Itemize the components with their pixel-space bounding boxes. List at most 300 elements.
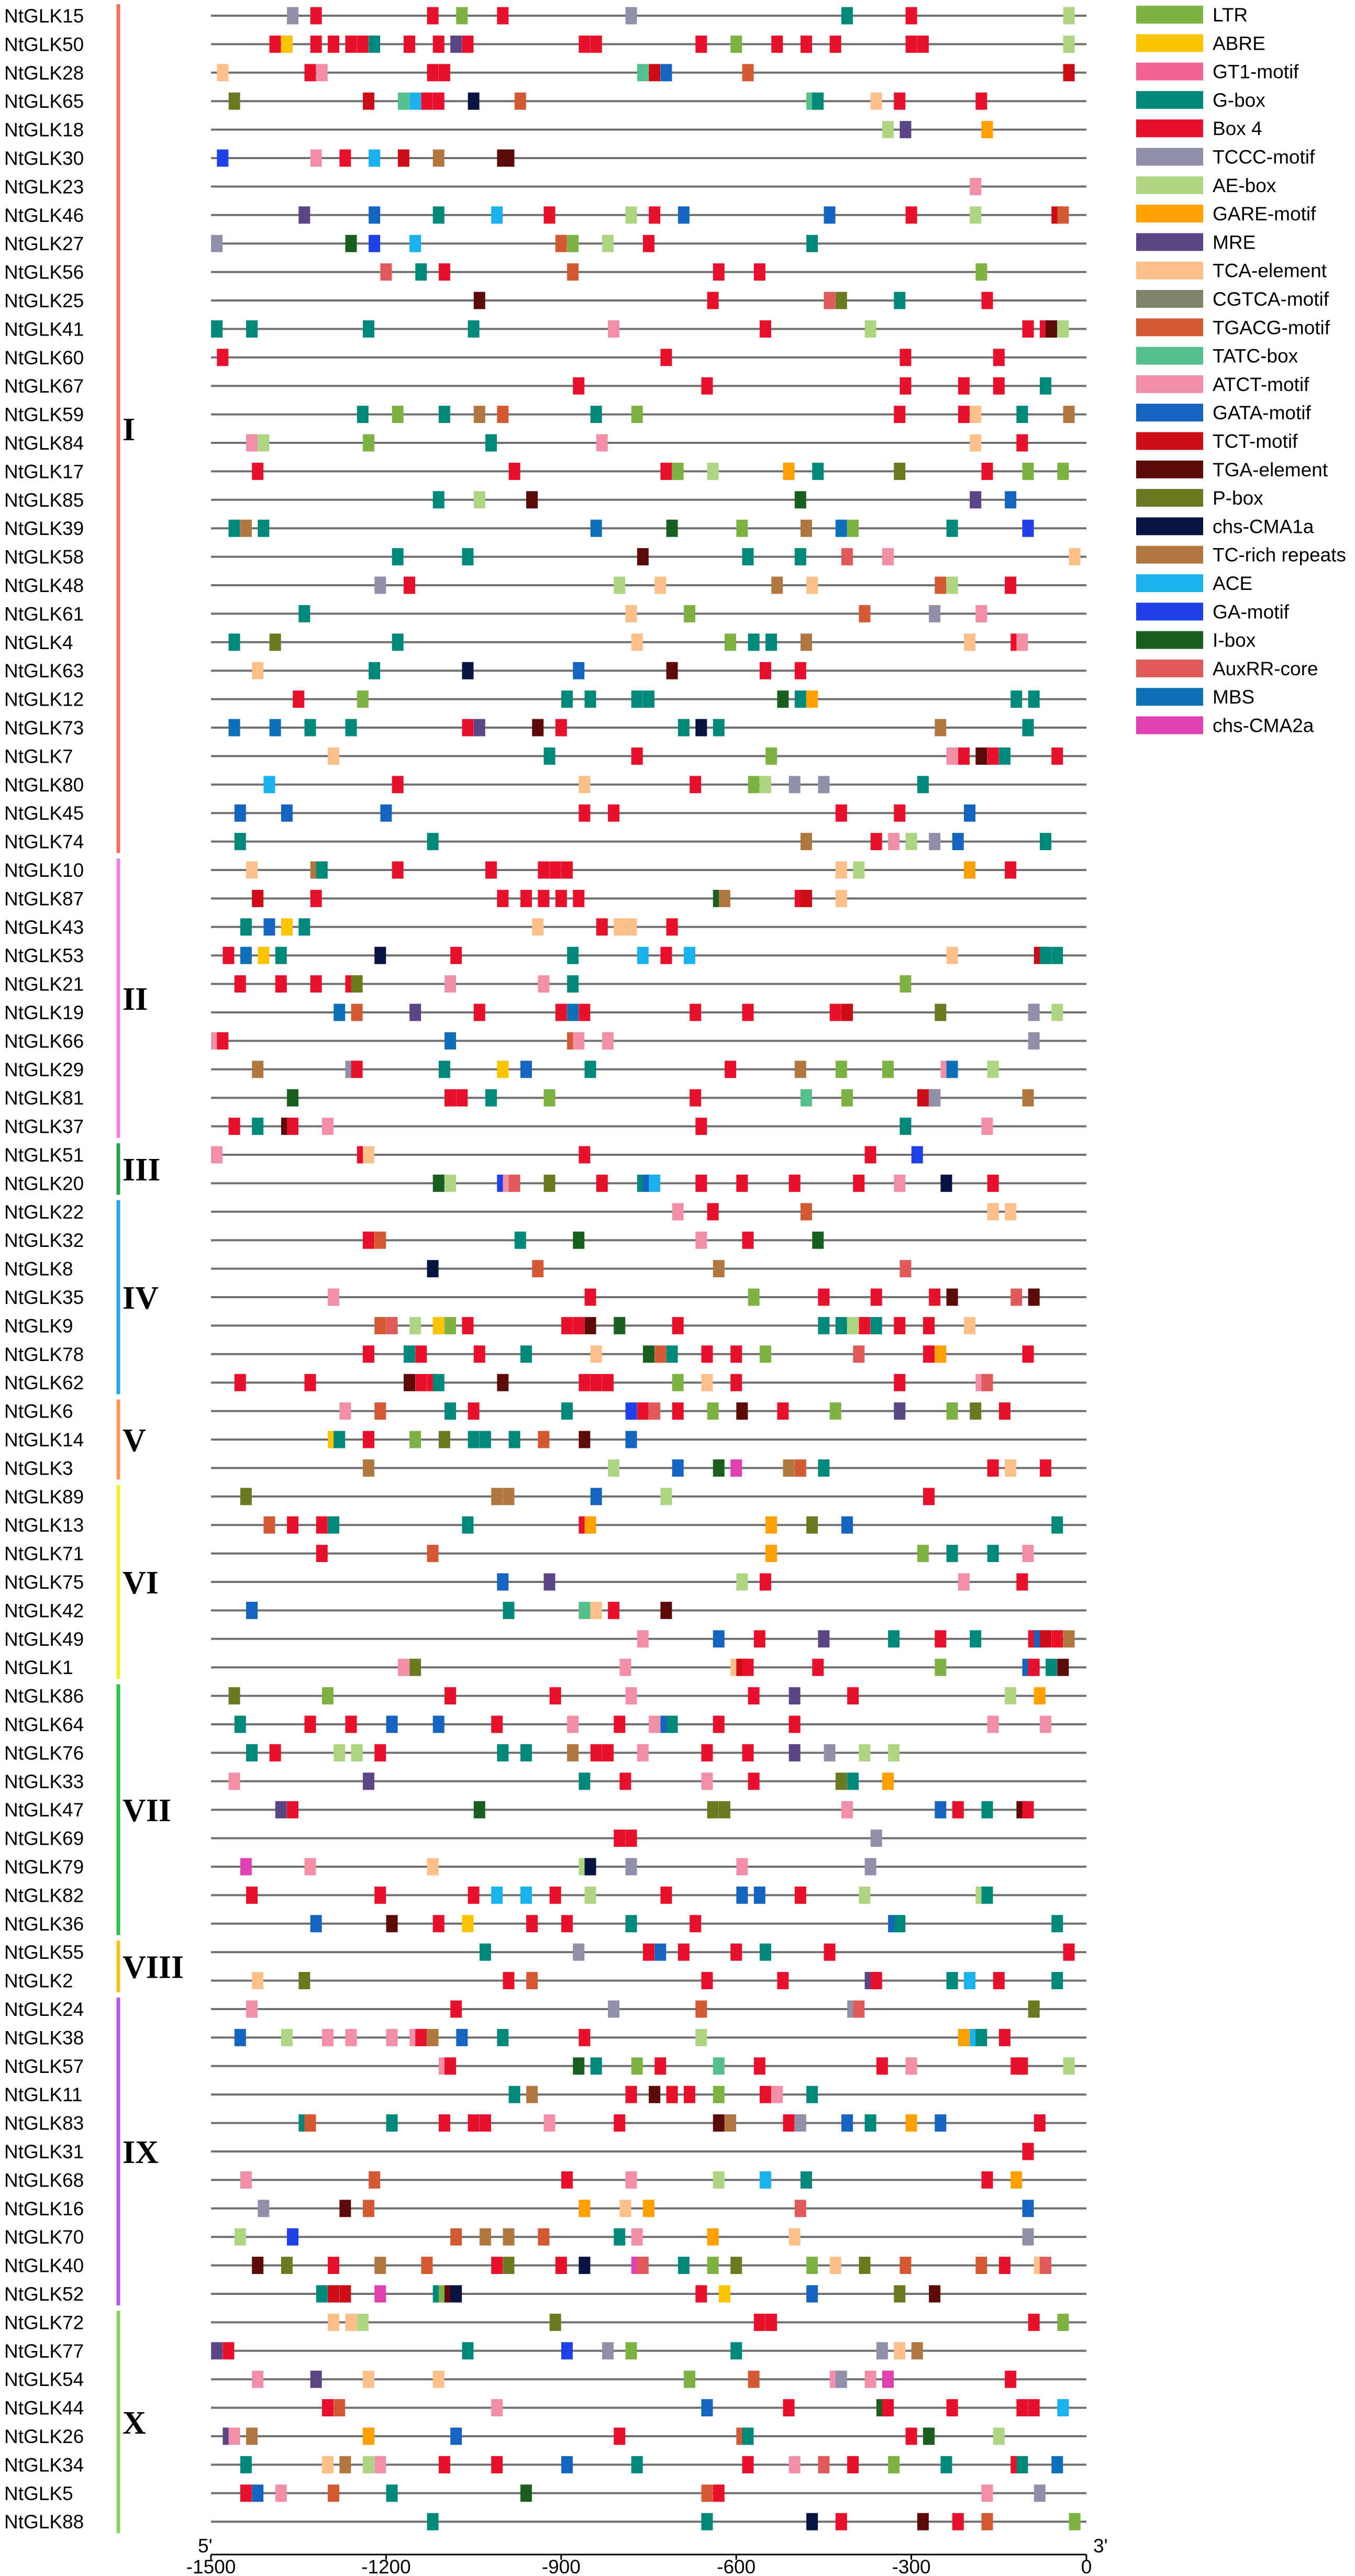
motif-box <box>654 1944 666 1961</box>
motif-box <box>935 577 946 594</box>
motif-box <box>690 1089 701 1107</box>
gene-row <box>4 1856 1086 1878</box>
motif-box <box>660 947 672 964</box>
motif-box <box>789 2228 801 2246</box>
motif-box <box>795 2114 806 2132</box>
legend-item <box>1136 118 1262 139</box>
motif-box <box>503 1972 514 1989</box>
motif-box <box>556 235 567 252</box>
motif-box <box>614 2114 625 2132</box>
motif-box <box>987 1716 999 1733</box>
motif-box <box>585 1516 596 1534</box>
gene-label: NtGLK37 <box>4 1116 84 1138</box>
gene-row <box>4 347 1086 369</box>
group-label: II <box>123 981 148 1017</box>
motif-box <box>287 2228 298 2246</box>
motif-box <box>806 2257 818 2274</box>
legend-swatch <box>1136 517 1203 535</box>
motif-box <box>491 1887 503 1904</box>
motif-box <box>690 776 701 793</box>
motif-box <box>339 1402 351 1420</box>
motif-box <box>591 1744 602 1761</box>
motif-box <box>485 862 497 879</box>
motif-box <box>392 862 404 879</box>
motif-box <box>999 1402 1010 1420</box>
motif-box <box>561 2342 573 2359</box>
motif-box <box>1063 2057 1075 2075</box>
motif-box <box>328 36 339 53</box>
motif-box <box>649 206 660 224</box>
motif-box <box>707 1402 719 1420</box>
motif-box <box>672 1203 684 1220</box>
legend-swatch <box>1136 148 1203 166</box>
motif-box <box>614 2428 625 2445</box>
legend-label: TC-rich repeats <box>1213 544 1346 566</box>
five-prime-label: 5' <box>198 2535 213 2557</box>
gene-row <box>4 575 1086 596</box>
motif-box <box>211 1146 223 1164</box>
motif-box <box>899 1118 911 1135</box>
motif-box <box>736 520 748 537</box>
motif-box <box>947 947 958 964</box>
motif-box <box>987 1175 999 1192</box>
motif-box <box>730 1944 742 1961</box>
motif-box <box>982 1887 993 1904</box>
motif-box <box>783 2399 795 2416</box>
motif-box <box>649 64 660 81</box>
three-prime-label: 3' <box>1093 2535 1108 2557</box>
motif-box <box>626 1830 637 1847</box>
gene-row <box>4 1714 1086 1735</box>
motif-box <box>836 1772 847 1790</box>
gene-label: NtGLK88 <box>4 2511 84 2533</box>
gene-label: NtGLK31 <box>4 2141 84 2162</box>
motif-box <box>841 1516 853 1534</box>
motif-box <box>556 2257 567 2274</box>
legend-label: GATA-motif <box>1213 402 1311 424</box>
motif-box <box>777 1972 788 1989</box>
motif-box <box>229 633 240 651</box>
motif-box <box>736 1402 748 1420</box>
motif-box <box>987 1459 999 1477</box>
motif-box <box>579 1374 590 1391</box>
motif-box <box>1034 2484 1046 2502</box>
legend-item <box>1136 317 1330 338</box>
motif-box <box>579 1772 590 1790</box>
gene-label: NtGLK78 <box>4 1343 84 1365</box>
motif-box <box>865 1858 876 1876</box>
motif-box <box>888 2456 899 2473</box>
gene-row <box>4 717 1086 739</box>
motif-box <box>806 2513 818 2530</box>
gene-row <box>4 974 1086 995</box>
gene-label: NtGLK28 <box>4 62 84 84</box>
motif-box <box>579 1602 590 1619</box>
legend-item <box>1136 90 1265 111</box>
motif-box <box>643 235 654 252</box>
motif-box <box>591 2057 602 2075</box>
motif-box <box>824 1744 836 1761</box>
motif-box <box>439 2114 450 2132</box>
motif-box <box>906 7 917 25</box>
motif-box <box>357 406 369 423</box>
motif-box <box>433 36 445 53</box>
motif-box <box>847 2456 859 2473</box>
gene-label: NtGLK60 <box>4 347 84 369</box>
motif-box <box>211 235 223 252</box>
legend-label: MBS <box>1213 686 1255 708</box>
motif-box <box>585 1289 596 1306</box>
gene-row <box>4 2483 1086 2504</box>
motif-box <box>742 548 753 565</box>
motif-box <box>1040 833 1051 850</box>
motif-box <box>649 1175 660 1192</box>
gene-label: NtGLK57 <box>4 2055 84 2077</box>
legend-swatch <box>1136 347 1203 365</box>
motif-box <box>468 1887 480 1904</box>
motif-box <box>660 349 672 366</box>
gene-row <box>4 1002 1086 1023</box>
group-label: X <box>123 2405 146 2441</box>
motif-box <box>654 2057 666 2075</box>
motif-box <box>824 292 836 309</box>
motif-box <box>754 1887 765 1904</box>
motif-box <box>591 36 602 53</box>
gene-row <box>4 2511 1086 2533</box>
gene-row <box>4 62 1086 84</box>
motif-box <box>561 690 573 708</box>
motif-box <box>649 2086 660 2103</box>
motif-box <box>940 1175 952 1192</box>
motif-box <box>999 2257 1010 2274</box>
motif-box <box>346 235 357 252</box>
motif-box <box>947 1061 958 1078</box>
motif-box <box>695 1118 707 1135</box>
motif-box <box>363 1459 374 1477</box>
motif-box <box>235 2029 246 2046</box>
motif-box <box>1051 748 1063 765</box>
motif-box <box>503 2257 514 2274</box>
motif-box <box>614 1716 625 1733</box>
motif-box <box>836 805 847 822</box>
motif-box <box>847 520 859 537</box>
motif-box <box>439 263 450 281</box>
motif-box <box>322 2029 334 2046</box>
legend-item <box>1136 431 1298 452</box>
motif-box <box>281 918 293 935</box>
motif-box <box>386 1317 398 1334</box>
motif-box <box>1005 2371 1016 2388</box>
motif-box <box>695 719 707 737</box>
gene-label: NtGLK38 <box>4 2027 84 2049</box>
motif-box <box>631 2057 643 2075</box>
gene-label: NtGLK47 <box>4 1799 84 1821</box>
motif-box <box>707 1801 719 1819</box>
gene-label: NtGLK12 <box>4 688 84 710</box>
motif-box <box>771 36 783 53</box>
motif-box <box>374 1887 386 1904</box>
motif-box <box>585 1061 596 1078</box>
motif-box <box>1051 2456 1063 2473</box>
motif-box <box>450 2228 462 2246</box>
motif-box <box>795 548 806 565</box>
motif-box <box>982 2171 993 2189</box>
motif-box <box>585 1858 596 1876</box>
motif-box <box>760 2171 771 2189</box>
motif-box <box>252 890 263 907</box>
motif-box <box>1051 1972 1063 1989</box>
motif-box <box>958 748 970 765</box>
motif-box <box>859 605 870 622</box>
motif-box <box>445 1175 456 1192</box>
motif-box <box>415 2029 427 2046</box>
motif-box <box>608 805 619 822</box>
gene-row <box>4 1457 1086 1479</box>
motif-box <box>818 1317 829 1334</box>
gene-label: NtGLK42 <box>4 1600 84 1622</box>
gene-row <box>4 34 1086 55</box>
motif-box <box>585 1317 596 1334</box>
motif-box <box>789 776 801 793</box>
motif-box <box>421 2257 432 2274</box>
motif-box <box>235 1716 246 1733</box>
legend-label: TGACG-motif <box>1213 317 1330 339</box>
motif-box <box>637 64 649 81</box>
gene-row <box>4 2283 1086 2305</box>
motif-box <box>240 947 252 964</box>
motif-box <box>404 1345 415 1363</box>
motif-box <box>316 1545 328 1562</box>
motif-box <box>899 975 911 993</box>
motif-box <box>392 633 404 651</box>
motif-box <box>730 1345 742 1363</box>
motif-box <box>223 947 234 964</box>
motif-box <box>818 1459 829 1477</box>
motif-box <box>626 1402 637 1420</box>
motif-box <box>795 690 806 708</box>
motif-box <box>765 1516 777 1534</box>
motif-box <box>812 93 824 110</box>
motif-box <box>707 1203 719 1220</box>
motif-box <box>567 1004 579 1021</box>
motif-box <box>619 1659 631 1676</box>
motif-box <box>462 662 473 679</box>
motif-box <box>561 1402 573 1420</box>
motif-box <box>520 1061 532 1078</box>
motif-box <box>520 2484 532 2502</box>
motif-box <box>684 2086 695 2103</box>
motif-box <box>871 1317 882 1334</box>
motif-box <box>894 1374 905 1391</box>
motif-box <box>795 662 806 679</box>
motif-box <box>894 2342 905 2359</box>
motif-box <box>789 1744 801 1761</box>
gene-label: NtGLK17 <box>4 461 84 483</box>
motif-box <box>298 1972 310 1989</box>
motif-box <box>1028 1032 1040 1050</box>
motif-box <box>626 1858 637 1876</box>
legend-swatch <box>1136 546 1203 564</box>
motif-box <box>1005 577 1016 594</box>
motif-box <box>899 121 911 138</box>
motif-box <box>719 890 730 907</box>
gene-row <box>4 1771 1086 1792</box>
motif-box <box>369 662 380 679</box>
motif-box <box>374 1744 386 1761</box>
motif-box <box>841 1089 853 1107</box>
motif-box <box>982 2513 993 2530</box>
motif-box <box>415 263 427 281</box>
gene-label: NtGLK68 <box>4 2169 84 2191</box>
motif-box <box>287 1118 298 1135</box>
motif-box <box>363 2371 374 2388</box>
motif-box <box>836 2371 847 2388</box>
gene-row <box>4 1230 1086 1251</box>
motif-box <box>1051 1915 1063 1932</box>
motif-box <box>795 2200 806 2217</box>
motif-box <box>556 1004 567 1021</box>
motif-box <box>322 2456 334 2473</box>
motif-box <box>678 2257 690 2274</box>
motif-box <box>427 1545 439 1562</box>
motif-box <box>789 1716 801 1733</box>
motif-box <box>579 2200 590 2217</box>
motif-box <box>433 1716 445 1733</box>
motif-box <box>450 2285 462 2303</box>
motif-box <box>1005 862 1016 879</box>
motif-box <box>409 1004 421 1021</box>
axis-tick-label: -600 <box>717 2556 756 2576</box>
motif-box <box>374 2285 386 2303</box>
motif-box <box>380 263 392 281</box>
gene-row <box>4 888 1086 909</box>
axis-tick-label: -1200 <box>361 2556 411 2576</box>
motif-box <box>1023 719 1034 737</box>
motif-box <box>812 1232 824 1249</box>
motif-box <box>421 93 432 110</box>
motif-box <box>427 2513 439 2530</box>
motif-box <box>468 2114 480 2132</box>
motif-box <box>742 2456 753 2473</box>
legend-swatch <box>1136 432 1203 450</box>
motif-box <box>637 548 649 565</box>
motif-box <box>725 1061 736 1078</box>
motif-box <box>801 890 812 907</box>
motif-box <box>374 1232 386 1249</box>
motif-box <box>678 719 690 737</box>
motif-box <box>801 833 812 850</box>
motif-box <box>1057 463 1069 480</box>
motif-box <box>1023 1545 1034 1562</box>
motif-box <box>229 93 240 110</box>
motif-box <box>637 1744 649 1761</box>
motif-box <box>713 2057 725 2075</box>
motif-box <box>346 719 357 737</box>
motif-box <box>398 150 409 167</box>
motif-box <box>947 1289 958 1306</box>
motif-box <box>760 1345 771 1363</box>
legend-item <box>1136 516 1314 537</box>
motif-box <box>736 1887 748 1904</box>
motif-box <box>491 1488 503 1505</box>
motif-box <box>550 2314 561 2331</box>
gene-label: NtGLK85 <box>4 489 84 511</box>
motif-box <box>462 1317 473 1334</box>
legend-swatch <box>1136 603 1203 620</box>
motif-box <box>684 605 695 622</box>
motif-box <box>631 2228 643 2246</box>
motif-box <box>672 463 684 480</box>
motif-box <box>970 206 981 224</box>
motif-box <box>935 1630 946 1647</box>
motif-box <box>596 918 608 935</box>
motif-box <box>363 1146 374 1164</box>
motif-box <box>363 93 374 110</box>
motif-box <box>876 2342 888 2359</box>
gene-label: NtGLK13 <box>4 1514 84 1536</box>
motif-box <box>1028 1659 1040 1676</box>
motif-box <box>427 1260 439 1277</box>
legend-label: GA-motif <box>1213 601 1289 623</box>
motif-box <box>836 1061 847 1078</box>
motif-box <box>433 150 445 167</box>
motif-box <box>654 1345 666 1363</box>
motif-box <box>824 206 836 224</box>
gene-row <box>4 318 1086 340</box>
gene-row <box>4 1173 1086 1194</box>
motif-box <box>334 1744 345 1761</box>
motif-box <box>947 2399 958 2416</box>
motif-box <box>906 2057 917 2075</box>
motif-box <box>982 1801 993 1819</box>
motif-box <box>614 577 625 594</box>
motif-box <box>369 36 380 53</box>
motif-box <box>573 662 584 679</box>
legend-item <box>1136 288 1329 310</box>
motif-box <box>975 748 987 765</box>
motif-box <box>573 1317 584 1334</box>
motif-box <box>894 2285 905 2303</box>
motif-box <box>713 1260 725 1277</box>
gene-row <box>4 461 1086 482</box>
motif-box <box>882 548 894 565</box>
gene-row <box>4 2226 1086 2248</box>
motif-box <box>526 491 538 508</box>
motif-box <box>503 1602 514 1619</box>
motif-box <box>736 1858 748 1876</box>
gene-row <box>4 2397 1086 2419</box>
motif-box <box>742 64 753 81</box>
motif-box <box>450 947 462 964</box>
gene-label: NtGLK41 <box>4 318 84 340</box>
motif-box <box>1005 1687 1016 1704</box>
gene-label: NtGLK39 <box>4 518 84 540</box>
legend-item <box>1136 686 1254 708</box>
motif-box <box>310 36 322 53</box>
gene-label: NtGLK62 <box>4 1372 84 1394</box>
gene-row <box>4 518 1086 539</box>
motif-box <box>520 1345 532 1363</box>
motif-box <box>229 2428 240 2445</box>
motif-box <box>1023 2228 1034 2246</box>
motif-box <box>660 1488 672 1505</box>
motif-box <box>713 263 725 281</box>
motif-box <box>240 2456 252 2473</box>
motif-box <box>783 463 795 480</box>
motif-box <box>929 1289 940 1306</box>
motif-box <box>328 2257 339 2274</box>
gene-row <box>4 1059 1086 1080</box>
